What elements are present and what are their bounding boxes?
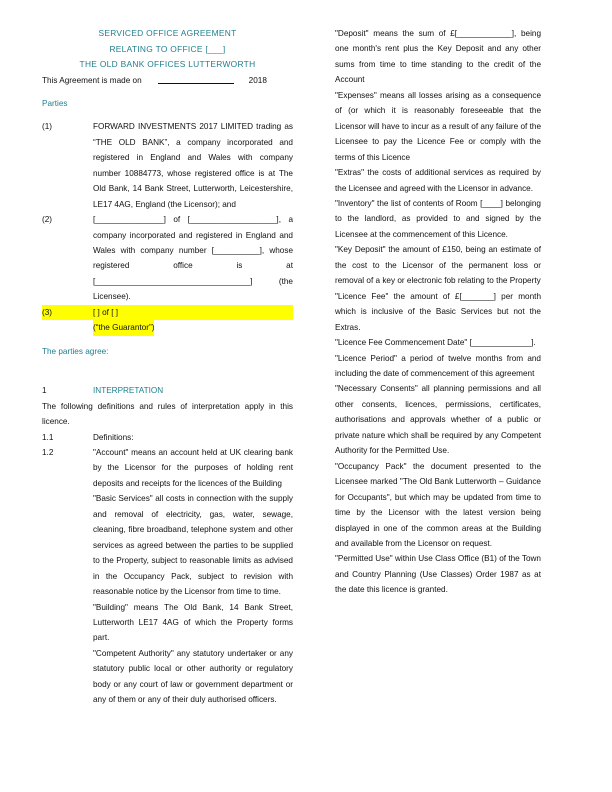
def-necessary-consents: "Necessary Consents" all planning permissions and all other consents, licences, permissions, certificates, authorisations and approvals whether of a public or private nature which shall be required by any Competent Authority for the Permitted Use. [335,384,541,456]
agreement-date-line [42,73,293,88]
year: 2018 [248,75,267,85]
def-key-deposit: "Key Deposit" the amount of £150, being an estimate of the cost to the Licensor of the permanent loss or removal of a key or electronic fob relating to the Property [335,245,541,286]
party-2-number: (2) [42,215,53,225]
def-competent-authority: "Competent Authority" any statutory undertaker or any statutory public local or other authority or regulatory body or any court of law or government department or any of them or any of their duly authorised officers. [93,648,293,705]
def-basic-services: "Basic Services" all costs in connection with the supply and removal of electricity, gas, water, sewage, cleaning, fibre broadband, telephone system and other services as agreed between the parties to be supplied to the Property, subject to reasonable limits as advised in the Occupancy Pack, subject to revision with reasonable notice by the Licensor from time to time. [93,494,293,597]
section-1-number: 1 [42,386,47,396]
party-2 [42,212,293,305]
office-title: RELATING TO OFFICE [___] [109,43,226,54]
def-permitted-use: "Permitted Use" within Use Class Office (B1) of the Town and Country Planning (Use Classes) Order 1987 as at the date this licence is granted. [335,554,541,595]
def-account: "Account" means an account held at UK clearing bank by the Licensor for the purposes of holding rent deposits and receipts for the licences of the Building [93,448,293,488]
party-3-number: (3) [42,307,53,317]
section-1-heading [42,383,293,398]
clause-1-1 [42,430,293,445]
def-commencement-date: "Licence Fee Commencement Date" [_____________]. [335,338,536,348]
party-3-role [42,320,293,335]
party-3-text: [ ] of [ ] [93,307,119,317]
party-1 [42,119,293,212]
clause-1-2 [42,445,293,708]
def-deposit: "Deposit" means the sum of £[____________], being one month's rent plus the Key Deposit and any other sums from time to time standing to the credit of the Account [335,29,541,85]
right-column [335,26,541,598]
guarantor-label: (“the Guarantor”) [93,320,154,335]
party-1-text: FORWARD INVESTMENTS 2017 LIMITED trading as “THE OLD BANK”, a company incorporated and registered in England and Wales with company number 10884773, whose registered office is at The Old Bank, 14 Bank Street, Lutterworth, Leicestershire, LE17 4AG, England (the Licensor); and [93,122,293,209]
agreement-title: SERVICED OFFICE AGREEMENT [98,28,237,38]
def-licence-fee: "Licence Fee" the amount of £[_______] per month which is inclusive of the Basic Services but not the Extras. [335,291,541,332]
building-title: THE OLD BANK OFFICES LUTTERWORTH [79,59,256,69]
party-2-text: [_______________] of [___________________], a company incorporated and registered in England and Wales with company number [__________], whose registered office is at [__________________________________] (the Licensee). [93,215,293,302]
clause-1-1-number: 1.1 [42,432,54,442]
def-inventory: "Inventory" the list of contents of Room [____] belonging to the landlord, as provided to and signed by the Licensee at the commencement of this Licence. [335,198,541,239]
date-blank [158,73,234,84]
def-building: "Building" means The Old Bank, 14 Bank Street, Lutterworth LE17 4AG of which the Property forms part. [93,602,293,643]
parties-agree: The parties agree: [42,346,109,356]
party-1-number: (1) [42,122,53,132]
clause-1-1-text: Definitions: [93,432,134,442]
party-3 [42,305,293,320]
def-occupancy-pack: "Occupancy Pack" the document presented to the Licensee marked "The Old Bank Lutterworth – Guidance for Occupants", but which may be updated from time to time by the Licensor with the latest version being displayed in one of the common areas at the Building and available from the Licensor on request. [335,461,541,548]
interpretation-intro: The following definitions and rules of interpretation apply in this licence. [42,401,293,427]
clause-1-2-number: 1.2 [42,448,54,458]
def-expenses: "Expenses" means all losses arising as a consequence of (or which it is reasonably foreseeable that the Licensor will have to incur as a result of any failure of the Licensee to pay the Licence Fee or comply with the terms of this Licence [335,90,541,162]
interpretation-heading: INTERPRETATION [93,386,164,396]
def-extras: "Extras" the costs of additional services as required by the Licensee and agreed with the Licensor in advance. [335,168,541,193]
left-column [42,26,293,708]
parties-heading: Parties [42,98,68,108]
def-licence-period: "Licence Period" a period of twelve months from and including the date of commencement of this agreement [335,353,541,378]
made-label: This Agreement is made on [42,75,142,85]
